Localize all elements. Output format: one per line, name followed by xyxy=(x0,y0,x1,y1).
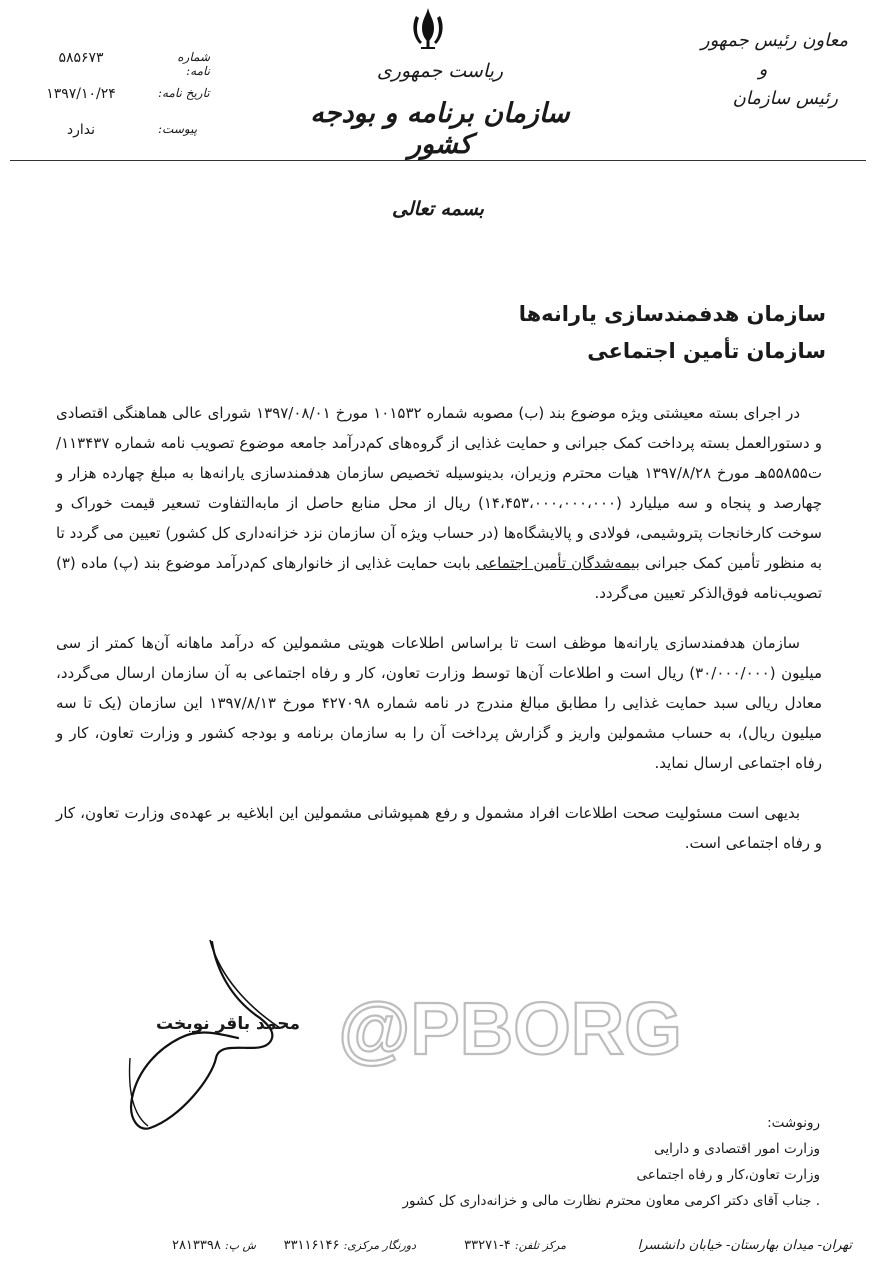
cc-title: رونوشت: xyxy=(767,1115,820,1131)
paragraph-1-part-b: بابت حمایت غذایی از خانوارهای کم‌درآمد موضوع بند (پ) ماده (۳) تصویب‌نامه فوق‌الذکر تعیین می‌گردد. xyxy=(56,554,822,602)
signatory-name: محمد باقر نوبخت xyxy=(156,1014,300,1034)
meta-row-date xyxy=(10,86,210,122)
footer-post-value: ۲۸۱۳۳۹۸ xyxy=(171,1238,221,1253)
header-divider xyxy=(10,160,866,161)
salutation: بسمه تعالی xyxy=(392,198,484,220)
footer-address: تهران- میدان بهارستان- خیابان دانشسرا xyxy=(637,1238,852,1253)
paragraph-2: سازمان هدفمندسازی یارانه‌ها موظف است تا براساس اطلاعات هویتی مشمولین که درآمد ماهانه آن‌ها کمتر از سی میلیون (۳۰/۰۰۰/۰۰۰) ریال است و اطلاعات آن‌ها توسط وزارت تعاون، کار و رفاه اجتماعی به آن سازمان ارسال می‌گردد، معادل ریالی سبد حمایت غذایی را مطابق مبالغ مندرج در نامه شماره ۴۲۷۰۹۸ مورخ ۱۳۹۷/۸/۱۳ این سازمان (یک تا سه میلیون ریال)، به حساب مشمولین واریز و گزارش پرداخت آن را به سازمان برنامه و بودجه کشور و وزارت تعاون، کار و رفاه اجتماعی ارسال نماید. xyxy=(56,634,822,772)
meta-label: پیوست: xyxy=(158,122,198,136)
signature-scribble xyxy=(120,938,320,1138)
footer-telephone xyxy=(464,1238,566,1253)
watermark-text: @PBORG xyxy=(338,990,682,1070)
footer-fax xyxy=(284,1238,416,1253)
paragraph-3: بدیهی است مسئولیت صحت اطلاعات افراد مشمول و رفع همپوشانی مشمولین این ابلاغیه بر عهده‌ی وزارت تعاون، کار و رفاه اجتماعی است. xyxy=(56,804,822,852)
letter-meta xyxy=(10,50,210,158)
recipient-1: سازمان هدفمندسازی یارانه‌ها xyxy=(518,302,826,326)
paragraph-1-underlined: بیمه‌شدگان تأمین اجتماعی xyxy=(475,554,640,572)
letter-date: ۱۳۹۷/۱۰/۲۴ xyxy=(46,86,116,102)
footer xyxy=(10,1238,866,1266)
letter-number: ۵۸۵۶۷۳ xyxy=(58,50,104,66)
header-right-block xyxy=(648,30,848,109)
meta-label: شماره نامه: xyxy=(177,50,210,78)
watermark-pborg xyxy=(300,990,720,1070)
footer-postal xyxy=(172,1238,256,1253)
paragraph-1-part-a: در اجرای بسته معیشتی ویژه موضوع بند (ب) مصوبه شماره ۱۰۱۵۳۲ مورخ ۱۳۹۷/۰۸/۰۱ شورای عالی هماهنگی اقتصادی و دستورالعمل بسته پرداخت کمک جبرانی و حمایت غذایی از گروه‌های کم‌درآمد جامعه موضوع تصویب نامه شماره ۱۱۳۴۳۷/ت۵۵۸۵۵هـ مورخ ۱۳۹۷/۸/۲۸ هیات محترم وزیران، بدینوسیله تخصیص سازمان هدفمندسازی یارانه‌ها به مبلغ چهارده هزار و چهارصد و پنجاه و سه میلیارد (۱۴،۴۵۳،۰۰۰،۰۰۰،۰۰۰) ریال از محل منابع حاصل از مابه‌التفاوت تسعیر قیمت خوراک و سوخت کارخانجات پتروشیمی، فولادی و پالایشگاه‌ها (در حساب ویژه آن سازمان نزد خزانه‌داری کل کشور) تعیین می گردد تا به منظور تأمین کمک جبرانی xyxy=(56,404,822,572)
meta-row-attachment xyxy=(10,122,210,158)
header-right-line1: معاون رئیس جمهور xyxy=(700,30,848,51)
cc-item: وزارت امور اقتصادی و دارایی xyxy=(654,1141,820,1157)
footer-tel-label: مرکز تلفن: xyxy=(514,1239,566,1252)
footer-post-label: ش پ: xyxy=(225,1239,256,1252)
meta-label: تاریخ نامه: xyxy=(158,86,210,100)
cc-item: وزارت تعاون،کار و رفاه اجتماعی xyxy=(636,1167,820,1183)
footer-fax-label: دورنگار مرکزی: xyxy=(343,1239,416,1252)
cc-item: . جناب آقای دکتر اکرمی معاون محترم نظارت مالی و خزانه‌داری کل کشور xyxy=(402,1193,820,1209)
iran-emblem-icon xyxy=(408,6,448,50)
carbon-copy xyxy=(280,1110,820,1214)
recipients xyxy=(226,296,826,370)
footer-fax-value: ۳۳۱۱۶۱۴۶ xyxy=(283,1238,340,1253)
paragraph-1 xyxy=(56,398,822,608)
footer-tel-value: ۴-۳۳۲۷۱ xyxy=(464,1238,511,1253)
header-organization: سازمان برنامه و بودجه کشور xyxy=(310,98,570,160)
header-presidency: ریاست جمهوری xyxy=(376,60,504,82)
header-right-line2: و xyxy=(758,59,768,80)
letter-attachment: ندارد xyxy=(66,122,96,138)
meta-row-number xyxy=(10,50,210,86)
recipient-2: سازمان تأمین اجتماعی xyxy=(587,339,826,363)
header-right-line3: رئیس سازمان xyxy=(732,88,838,109)
letter-body xyxy=(56,398,822,878)
